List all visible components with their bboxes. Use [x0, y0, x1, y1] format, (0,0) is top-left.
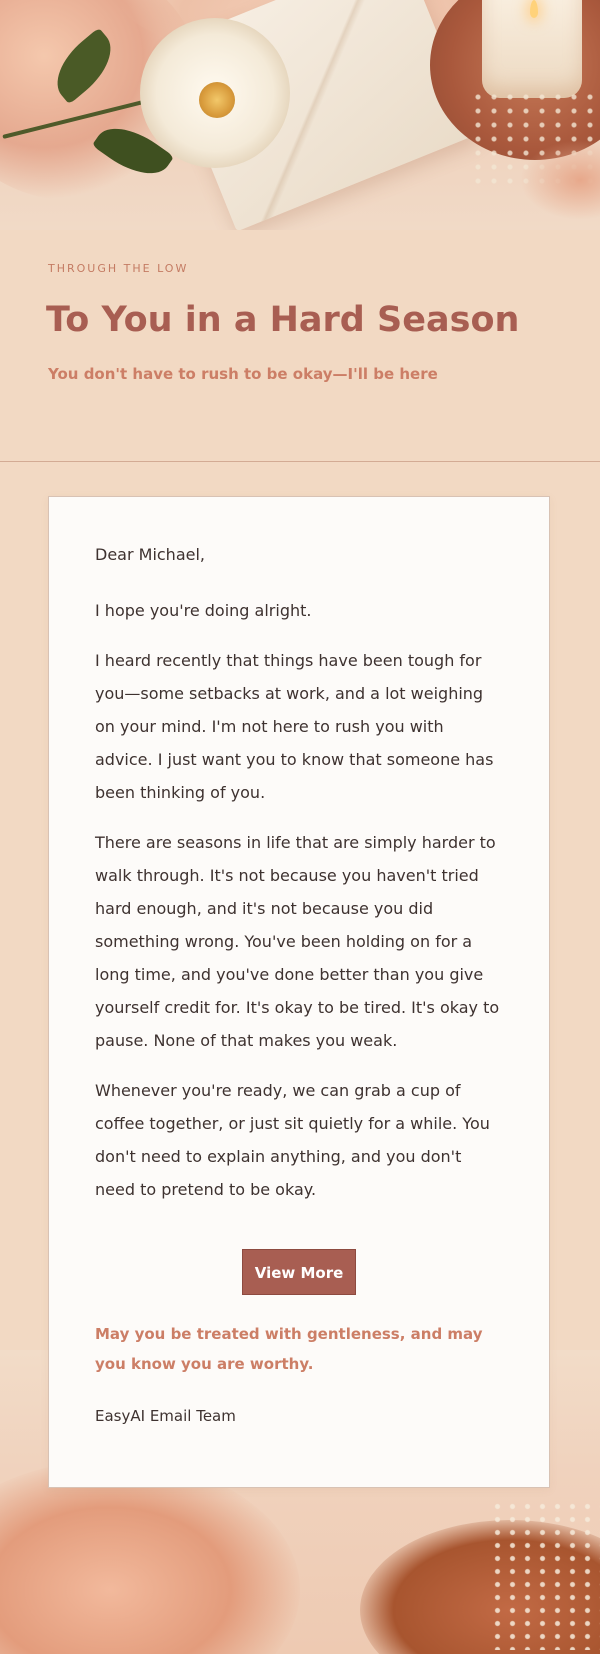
- hero-image: [0, 0, 600, 230]
- closing-blessing: May you be treated with gentleness, and may you know you are worthy.: [95, 1325, 483, 1373]
- letter-greeting: Dear Michael,: [95, 545, 205, 564]
- view-more-button[interactable]: View More: [242, 1249, 356, 1295]
- letter-paragraph: I heard recently that things have been tough for you—some setbacks at work, and a lot weighing on your mind. I'm not here to rush you with advice. I just want you to know that someone has been thinking of you.: [95, 651, 494, 802]
- button-container: [95, 1249, 503, 1295]
- signature: EasyAI Email Team: [95, 1407, 236, 1425]
- letter-card: [48, 496, 550, 1488]
- eyebrow-label: THROUGH THE LOW: [48, 262, 189, 275]
- header-divider: [0, 461, 600, 462]
- page-subtitle: You don't have to rush to be okay—I'll be here: [48, 365, 438, 383]
- dried-flowers-decoration: [490, 1500, 600, 1650]
- page-title: To You in a Hard Season: [46, 300, 520, 340]
- candle-flame: [530, 0, 538, 18]
- letter-paragraph: There are seasons in life that are simply harder to walk through. It's not because you haven't tried hard enough, and it's not because you did something wrong. You've been holding on for a long time, and you've done better than you give yourself credit for. It's okay to be tired. It's okay to pause. None of that makes you weak.: [95, 833, 500, 1050]
- flower-center: [199, 82, 235, 118]
- silk-fabric-decoration: [0, 1460, 300, 1654]
- letter-paragraph: Whenever you're ready, we can grab a cup of coffee together, or just sit quietly for a while. You don't need to explain anything, and you don't need to pretend to be okay.: [95, 1081, 490, 1199]
- letter-paragraph: I hope you're doing alright.: [95, 601, 312, 620]
